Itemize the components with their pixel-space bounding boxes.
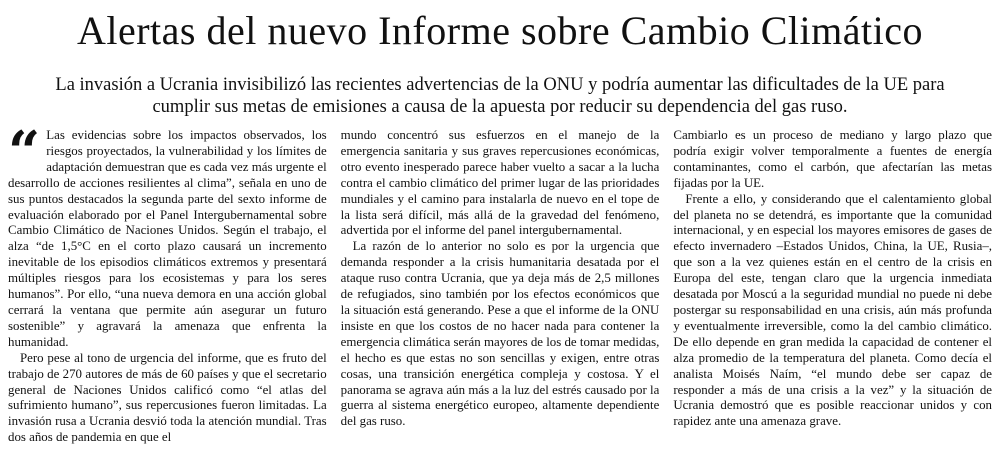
headline: Alertas del nuevo Informe sobre Cambio Climático — [76, 8, 923, 53]
column-3 — [673, 128, 992, 450]
column-2 — [341, 128, 660, 450]
paragraph: Pero pese al tono de urgencia del informe, que es fruto del trabajo de 270 autores de más de 60 países y que el secretario general de Naciones Unidos calificó como “el atlas del sufrimiento humano”, sus repercusiones fueron limitadas. La invasión rusa a Ucrania desvió toda la atención mundial. Tras dos años de pandemia en que el — [8, 350, 327, 445]
deck-subtitle: La invasión a Ucrania invisibilizó las recientes advertencias de la ONU y podría aumentar las dificultades de la UE para cumplir sus metas de emisiones a causa de la apuesta por reducir su dependencia del gas ruso. — [55, 75, 945, 117]
paragraph: Frente a ello, y considerando que el calentamiento global del planeta no se detendrá, es importante que la comunidad internacional, y en especial los mayores emisores de gases de efecto invernadero –Estados Unidos, China, la UE, Rusia–, que son a la vez quienes están en el centro de la crisis en Europa del este, tengan claro que la urgencia inmediata desatada por Moscú a la seguridad mundial no puede ni debe postergar su responsabilidad en una crisis, aún más profunda y eventualmente irreversible, como la del cambio climático. De ello depende en gran medida la capacidad de contener el alza promedio de la temperatura del planeta. Como decía el analista Moisés Naím, “el mundo debe ser capaz de responder a más de una crisis a la vez” y la situación de Ucrania demostró que es posible reaccionar unidos y con rapidez ante una amenaza grave. — [673, 191, 993, 429]
paragraph: Las evidencias sobre los impactos observados, los riesgos proyectados, la vulnerabilidad y los límites de adaptación demuestran que es cada vez más urgente el desarrollo de acciones resilientes al clima”, señala en uno de sus puntos destacados la segunda parte del sexto informe de evaluación elaborado por el Panel Intergubernamental sobre Cambio Climático de Naciones Unidos. Según el trabajo, el alza “de 1,5°C en el corto plazo causará un incremento inevitable de los episodios climáticos extremos y presentará múltiples riesgos para los ecosistemas y para los seres humanos”. Por ello, “una nueva demora en una acción global cerrará la ventana que permite aún asegurar un futuro sostenible” y agravará la amenaza que enfrenta la humanidad. — [8, 128, 327, 349]
column-1 — [8, 128, 327, 450]
paragraph: Cambiarlo es un proceso de mediano y largo plazo que podría exigir volver temporalmente a fuentes de energía contaminantes, como el carbón, que afectarían las metas fijadas por la UE. — [673, 128, 993, 190]
paragraph: mundo concentró sus esfuerzos en el manejo de la emergencia sanitaria y sus graves repercusiones económicas, otro evento inesperado parece haber vuelto a sacar a la lucha contra el cambio climático del primer lugar de las prioridades mundiales y el camino para instalarla de nuevo en el tope de la lista será difícil, más allá de la gravedad del fenómeno, advertida por el informe del panel intergubernamental. — [340, 128, 660, 238]
paragraph: La razón de lo anterior no solo es por la urgencia que demanda responder a la crisis humanitaria desatada por el ataque ruso contra Ucrania, que ya deja más de 2,5 millones de refugiados, sino también por los efectos económicos que la situación está generando. Pese a que el informe de la ONU insiste en que los costos de no hacer nada para contener la emergencia climática serán mayores de los de tomar medidas, el hecho es que estas no son sencillas y exigen, entre otras cosas, una transición energética compleja y costosa. Y el panorama se agrava aún más a la luz del estrés causado por la guerra al sistema energético europeo, altamente dependiente del gas ruso. — [340, 239, 660, 429]
opening-quote-mark: “ — [8, 128, 41, 185]
article-body — [8, 128, 992, 450]
